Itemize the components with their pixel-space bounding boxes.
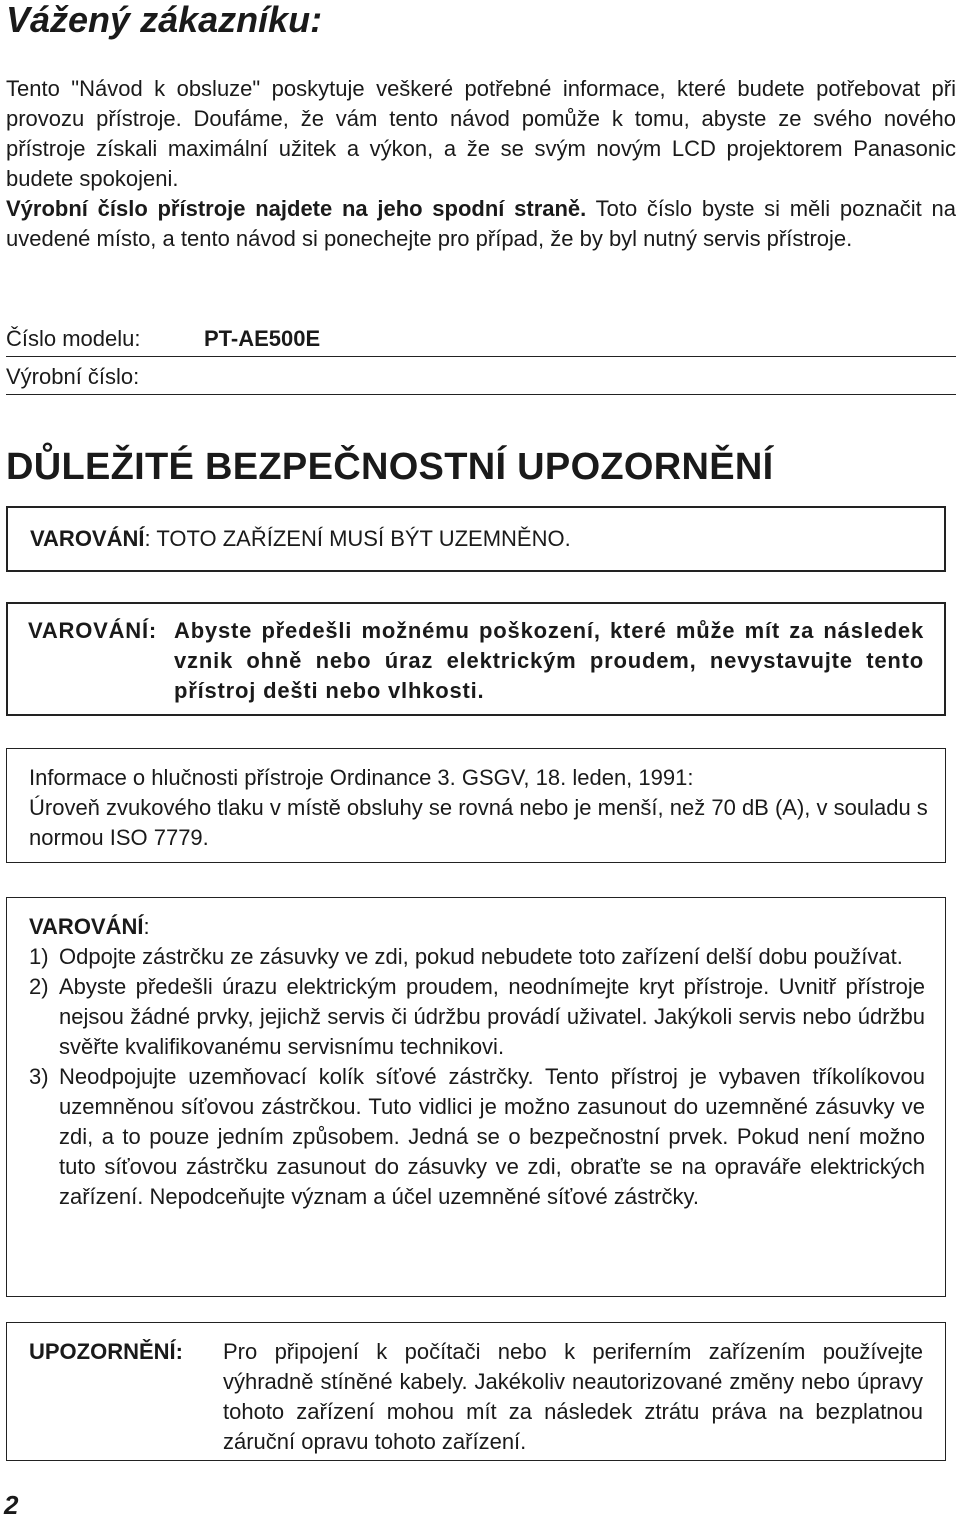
warning-list-label-suffix: : (143, 914, 150, 939)
noise-info-line1: Informace o hlučnosti přístroje Ordinance 3. GSGV, 18. leden, 1991: (29, 765, 694, 790)
list-item-text: Abyste předešli úrazu elektrickým proudem, neodnímejte kryt přístroje. Uvnitř přístroje nejsou žádné prvky, jejichž servis či údržbu provádí uživatel. Jakýkoli servis nebo údržbu svěřte kvalifikovanému servisnímu technikovi. (59, 974, 925, 1059)
model-number-label: Číslo modelu: (6, 326, 141, 351)
list-item (29, 1062, 925, 1212)
list-item (29, 942, 925, 972)
grounding-warning-box (6, 506, 946, 572)
serial-note-bold: Výrobní číslo přístroje najdete na jeho spodní straně. (6, 196, 587, 221)
safety-heading: DŮLEŽITÉ BEZPEČNOSTNÍ UPOZORNĚNÍ (6, 446, 774, 488)
warning-list-label (29, 912, 150, 942)
fire-warning-box (6, 602, 946, 716)
grounding-warning-label: VAROVÁNÍ (30, 526, 145, 551)
serial-note-rest: Toto číslo byste si měli poznačit na uvedené místo, a tento návod si ponechejte pro případ, že by byl nutný servis přístroje. (6, 196, 956, 251)
intro-paragraph: Tento "Návod k obsluze" poskytuje veškeré potřebné informace, které budete potřebovat při provozu přístroje. Doufáme, že vám tento návod pomůže k tomu, abyste ze svého nového přístroje získali maximální užitek a výkon, a že se svým novým LCD projektorem Panasonic budete spokojeni. (6, 76, 956, 191)
list-item-text: Odpojte zástrčku ze zásuvky ve zdi, pokud nebudete toto zařízení delší dobu používat. (59, 944, 903, 969)
warning-list (29, 942, 925, 1212)
model-number-row (6, 324, 956, 357)
list-item (29, 972, 925, 1062)
fire-warning-text: Abyste předešli možnému poškození, které může mít za následek vznik ohně nebo úraz elektrickým proudem, nevystavujte tento přístroj dešti nebo vlhkosti. (174, 618, 924, 703)
noise-info-text (29, 763, 929, 853)
list-item-number: 1) (29, 944, 49, 969)
noise-info-box (6, 748, 946, 863)
noise-info-line2: Úroveň zvukového tlaku v místě obsluhy se rovná nebo je menší, než 70 dB (A), v souladu s normou ISO 7779. (29, 795, 928, 850)
warning-list-box (6, 897, 946, 1297)
fire-warning-label: VAROVÁNÍ: (28, 618, 158, 643)
serial-number-label: Výrobní číslo: (6, 364, 140, 389)
list-item-number: 3) (29, 1064, 49, 1089)
caution-text: Pro připojení k počítači nebo k periferním zařízením používejte výhradně stíněné kabely. Jakékoliv neautorizované změny nebo úpravy tohoto zařízení mohou mít za následek ztrátu práva na bezplatnou záruční opravu tohoto zařízení. (223, 1339, 923, 1454)
intro-text (6, 74, 956, 254)
page-title: Vážený zákazníku: (6, 0, 323, 40)
caution-box (6, 1322, 946, 1461)
serial-note (6, 194, 956, 254)
list-item-text: Neodpojujte uzemňovací kolík síťové zástrčky. Tento přístroj je vybaven tříkolíkovou uzemněnou síťovou zástrčkou. Tuto vidlici je možno zasunout do uzemněné zásuvky ve zdi, a to pouze jedním způsobem. Jedná se o bezpečnostní prvek. Pokud není možno tuto síťovou zástrčku zasunout do zásuvky ve zdi, obraťte se na opraváře elektrických zařízení. Nepodceňujte význam a účel uzemněné síťové zástrčky. (59, 1064, 925, 1209)
caution-label: UPOZORNĚNÍ: (29, 1339, 183, 1364)
grounding-warning-text: : TOTO ZAŘÍZENÍ MUSÍ BÝT UZEMNĚNO. (144, 526, 571, 551)
warning-list-label-text: VAROVÁNÍ (29, 914, 144, 939)
serial-number-row (6, 362, 956, 395)
grounding-warning-line (30, 524, 571, 554)
page-number: 2 (4, 1490, 19, 1520)
list-item-number: 2) (29, 974, 49, 999)
model-number-value: PT-AE500E (204, 326, 321, 351)
